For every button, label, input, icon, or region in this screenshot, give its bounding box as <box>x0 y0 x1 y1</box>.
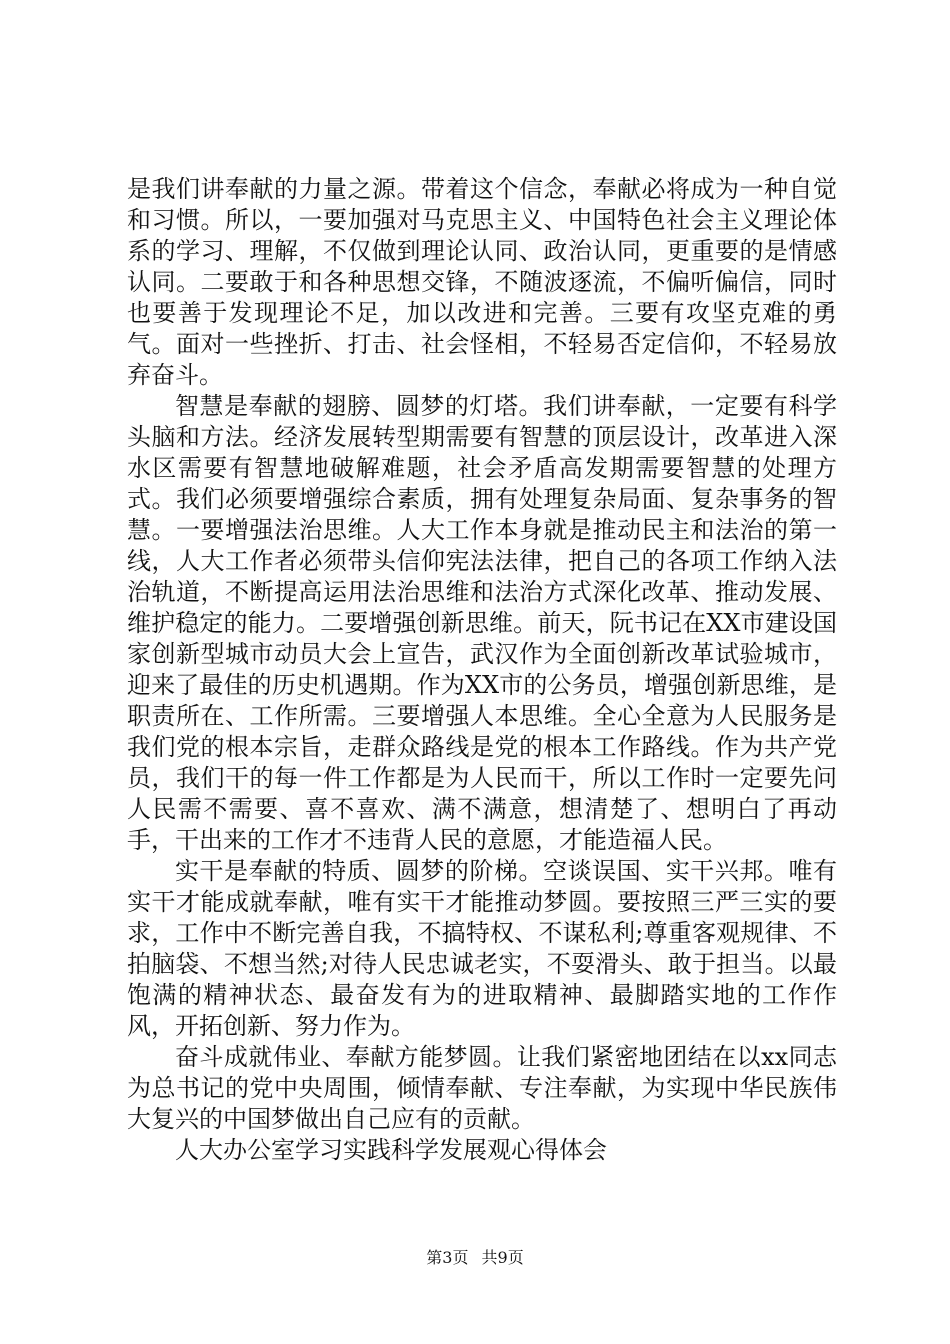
paragraph-1: 是我们讲奉献的力量之源。带着这个信念，奉献必将成为一种自觉和习惯。所以，一要加强对马克思主义、中国特色社会主义理论体系的学习、理解，不仅做到理论认同、政治认同，更重要的是情感认同。二要敢于和各种思想交锋，不随波逐流，不偏听偏信，同时也要善于发现理论不足，加以改进和完善。三要有攻坚克难的勇气。面对一些挫折、打击、社会怪相，不轻易否定信仰，不轻易放弃奋斗。 <box>127 175 837 389</box>
document-body <box>127 174 837 1166</box>
page-number: 第3页 <box>426 1248 469 1267</box>
paragraph-4: 奋斗成就伟业、奉献方能梦圆。让我们紧密地团结在以xx同志为总书记的党中央周围，倾情奉献、专注奉献，为实现中华民族伟大复兴的中国梦做出自己应有的贡献。 <box>127 1043 837 1133</box>
next-article-title: 人大办公室学习实践科学发展观心得体会 <box>175 1136 607 1164</box>
page-footer <box>0 1245 950 1268</box>
paragraph-3: 实干是奉献的特质、圆梦的阶梯。空谈误国、实干兴邦。唯有实干才能成就奉献，唯有实干才能推动梦圆。要按照三严三实的要求，工作中不断完善自我，不搞特权、不谋私利;尊重客观规律、不拍脑袋、不想当然;对待人民忠诚老实，不耍滑头、敢于担当。以最饱满的精神状态、最奋发有为的进取精神、最脚踏实地的工作作风，开拓创新、努力作为。 <box>127 857 837 1040</box>
paragraph-2: 智慧是奉献的翅膀、圆梦的灯塔。我们讲奉献，一定要有科学头脑和方法。经济发展转型期需要有智慧的顶层设计，改革进入深水区需要有智慧地破解难题，社会矛盾高发期需要智慧的处理方式。我们必须要增强综合素质，拥有处理复杂局面、复杂事务的智慧。一要增强法治思维。人大工作本身就是推动民主和法治的第一线，人大工作者必须带头信仰宪法法律，把自己的各项工作纳入法治轨道，不断提高运用法治思维和法治方式深化改革、推动发展、维护稳定的能力。二要增强创新思维。前天，阮书记在XX市建设国家创新型城市动员大会上宣告，武汉作为全面创新改革试验城市，迎来了最佳的历史机遇期。作为XX市的公务员，增强创新思维，是职责所在、工作所需。三要增强人本思维。全心全意为人民服务是我们党的根本宗旨，走群众路线是党的根本工作路线。作为共产党员，我们干的每一件工作都是为人民而干，所以工作时一定要先问人民需不需要、喜不喜欢、满不满意，想清楚了、想明白了再动手，干出来的工作才不违背人民的意愿，才能造福人民。 <box>127 392 837 854</box>
page-total: 共9页 <box>481 1248 524 1267</box>
